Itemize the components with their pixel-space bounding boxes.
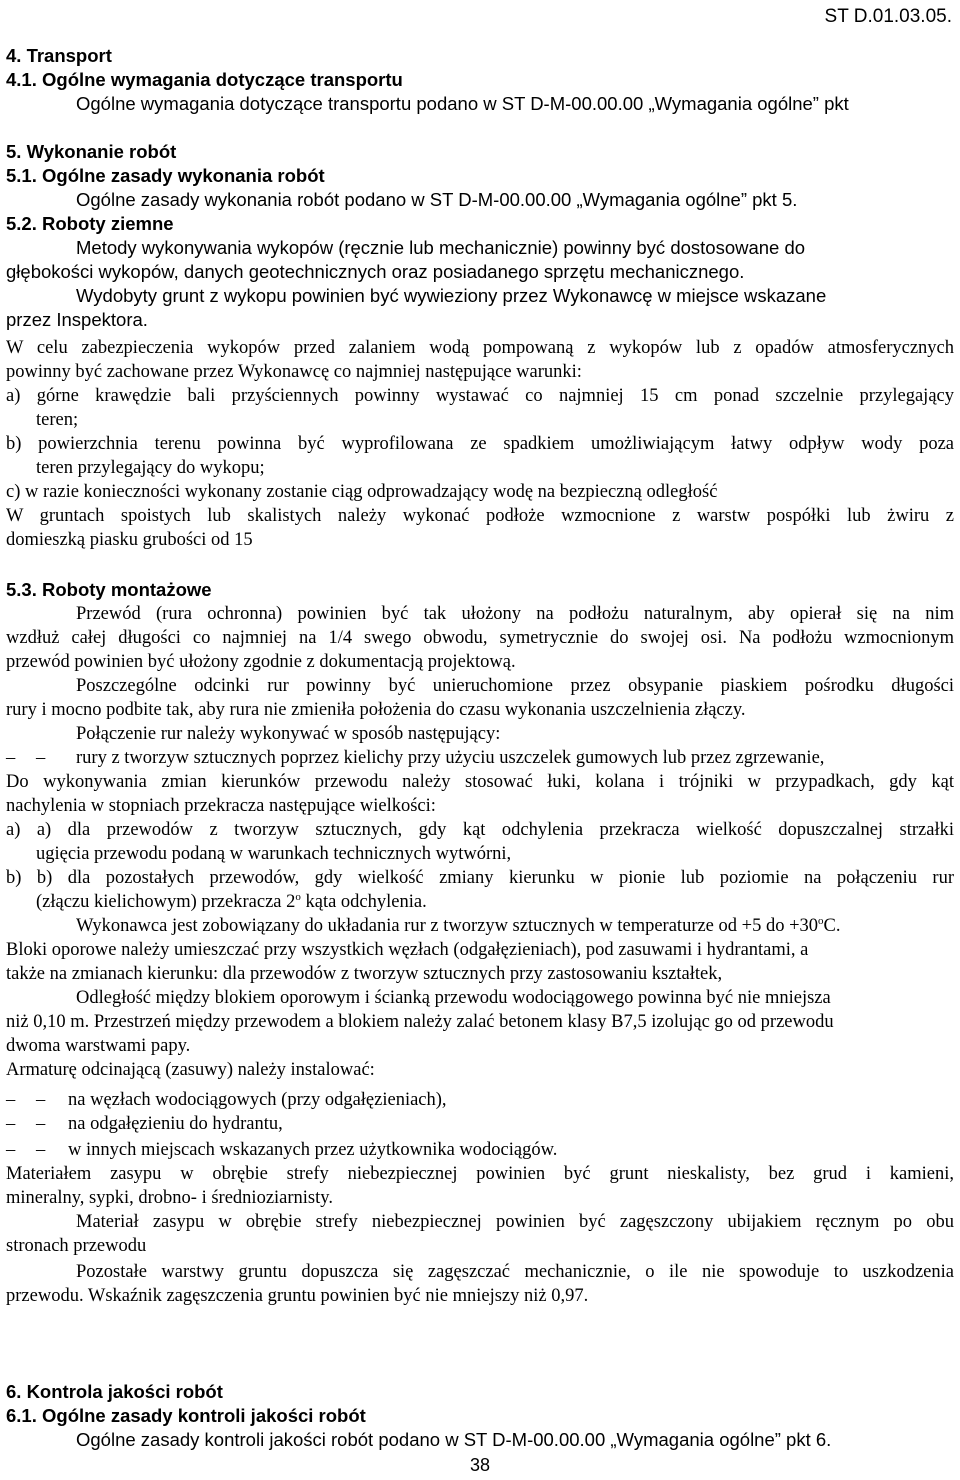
dash-bullet: – [6, 1090, 16, 1110]
text-span: C. [823, 916, 841, 936]
list-item: b) powierzchnia terenu powinna być wyprofilowana ze spadkiem umożliwiającym łatwy odpływ wody poza [6, 434, 954, 454]
superscript: o [818, 914, 824, 927]
paragraph-line: głębokości wykopów, danych geotechnicznych oraz posiadanego sprzętu mechanicznego. [6, 261, 745, 282]
paragraph-line: W celu zabezpieczenia wykopów przed zalaniem wodą pompowaną z wykopów lub z opadów atmosferycznych [6, 338, 954, 358]
text-span: (złączu kielichowym) przekracza 2 [36, 892, 296, 912]
section-6-1-title: 6.1. Ogólne zasady kontroli jakości robót [6, 1405, 366, 1426]
section-5-2-heading [6, 212, 954, 236]
section-4-1-text: Ogólne wymagania dotyczące transportu podano w ST D-M-00.00.00 „Wymagania ogólne” pkt [76, 93, 849, 114]
list-item: a) a) dla przewodów z tworzyw sztucznych, gdy kąt odchylenia przekracza wielkość dopuszczalnej strzałki [6, 820, 954, 840]
paragraph-line: Pozostałe warstwy gruntu dopuszcza się zagęszczać mechanicznie, o ile nie spowoduje to uszkodzenia [76, 1262, 954, 1282]
dash-bullet: – [36, 1114, 46, 1134]
list-item: na odgałęzieniu do hydrantu, [68, 1114, 283, 1134]
list-item: b) b) dla pozostałych przewodów, gdy wielkość zmiany kierunku w pionie lub poziomie na połączeniu rur [6, 868, 954, 888]
paragraph-line: wzdłuż całej długości co najmniej na 1/4 swego obwodu, symetrycznie do swojej osi. Na podłożu wzmocnionym [6, 628, 954, 648]
list-item-continuation: ugięcia przewodu podaną w warunkach technicznych wytwórni, [36, 844, 512, 864]
dash-bullet: – [6, 1140, 16, 1160]
dash-bullet: – [36, 1090, 46, 1110]
list-item-continuation: teren; [36, 410, 79, 430]
section-6-1-text: Ogólne zasady kontroli jakości robót podano w ST D-M-00.00.00 „Wymagania ogólne” pkt 6. [76, 1429, 832, 1450]
list-item-continuation [36, 890, 954, 914]
paragraph-line: przewodu. Wskaźnik zagęszczenia gruntu powinien być nie mniejszy niż 0,97. [6, 1286, 589, 1306]
paragraph-line: nachylenia w stopniach przekracza następujące wielkości: [6, 796, 436, 816]
list-item: w innych miejscach wskazanych przez użytkownika wodociągów. [68, 1140, 558, 1160]
section-4-title: 4. Transport [6, 45, 112, 66]
section-5-2-title: Roboty ziemne [42, 213, 174, 234]
dash-bullet: – [36, 748, 46, 768]
list-item: na węzłach wodociągowych (przy odgałęzieniach), [68, 1090, 447, 1110]
paragraph-line: Materiałem zasypu w obrębie strefy niebezpiecznej powinien być grunt nieskalisty, bez grud i kamieni, [6, 1164, 954, 1184]
paragraph-line: Metody wykonywania wykopów (ręcznie lub mechanicznie) powinny być dostosowane do [76, 237, 806, 258]
list-item: rury z tworzyw sztucznych poprzez kielichy przy użyciu uszczelek gumowych lub przez zgrzewanie, [76, 748, 825, 768]
section-4-1-title: 4.1. Ogólne wymagania dotyczące transportu [6, 69, 403, 90]
dash-bullet: – [6, 1114, 16, 1134]
section-5-1-text: Ogólne zasady wykonania robót podano w ST D-M-00.00.00 „Wymagania ogólne” pkt 5. [76, 189, 798, 210]
paragraph-line: Przewód (rura ochronna) powinien być tak ułożony na podłożu naturalnym, aby opierał się na nim [76, 604, 954, 624]
paragraph-line: Odległość między blokiem oporowym i ścianką przewodu wodociągowego powinna być nie mniejsza [76, 988, 831, 1008]
paragraph-line: mineralny, sypki, drobno- i średnioziarnisty. [6, 1188, 333, 1208]
paragraph-line: powinny być zachowane przez Wykonawcę co najmniej następujące warunki: [6, 362, 582, 382]
paragraph-line: Materiał zasypu w obrębie strefy niebezpiecznej powinien być zagęszczony ubijakiem ręcznym po obu [76, 1212, 954, 1232]
dash-bullet: – [36, 1140, 46, 1160]
paragraph-line: także na zmianach kierunku: dla przewodów z tworzyw sztucznych przy zastosowaniu kształtek, [6, 964, 723, 984]
section-5-title: 5. Wykonanie robót [6, 141, 177, 162]
dash-bullet: – [6, 748, 16, 768]
section-5-2-number: 5.2. [6, 213, 37, 234]
paragraph-line: dwoma warstwami papy. [6, 1036, 191, 1056]
text-span: Wykonawca jest zobowiązany do układania rur z tworzyw sztucznych w temperaturze od +5 do +30 [76, 916, 819, 936]
list-item: a) górne krawędzie bali przyściennych powinny wystawać co najmniej 15 cm ponad szczelnie przylegający [6, 386, 954, 406]
paragraph-line [76, 914, 954, 938]
paragraph-line: domieszką piasku grubości od 15 [6, 530, 253, 550]
section-6-title: 6. Kontrola jakości robót [6, 1381, 223, 1402]
list-item: c) w razie konieczności wykonany zostanie ciąg odprowadzający wodę na bezpieczną odległość [6, 482, 718, 502]
section-5-1-title: 5.1. Ogólne zasady wykonania robót [6, 165, 325, 186]
paragraph-line: W gruntach spoistych lub skalistych należy wykonać podłoże wzmocnione z warstw pospółki lub żwiru z [6, 506, 954, 526]
page-number: 38 [469, 1455, 491, 1475]
paragraph-line: Armaturę odcinającą (zasuwy) należy instalować: [6, 1060, 375, 1080]
paragraph-line: przez Inspektora. [6, 309, 148, 330]
paragraph-line: Do wykonywania zmian kierunków przewodu należy stosować łuki, kolana i trójniki w przypadkach, gdy kąt [6, 772, 954, 792]
paragraph-line: przewód powinien być ułożony zgodnie z dokumentacją projektową. [6, 652, 516, 672]
superscript: o [295, 890, 301, 903]
paragraph-line: Wydobyty grunt z wykopu powinien być wywieziony przez Wykonawcę w miejsce wskazane [76, 285, 827, 306]
paragraph-line: Połączenie rur należy wykonywać w sposób następujący: [76, 724, 501, 744]
paragraph-line: stronach przewodu [6, 1236, 147, 1256]
paragraph-line: niż 0,10 m. Przestrzeń między przewodem a blokiem należy zalać betonem klasy B7,5 izolując go od przewodu [6, 1012, 834, 1032]
paragraph-line: rury i mocno podbite tak, aby rura nie zmieniła położenia do czasu wykonania uszczelnienia złączy. [6, 700, 746, 720]
text-span: kąta odchylenia. [300, 892, 427, 912]
paragraph-line: Bloki oporowe należy umieszczać przy wszystkich węzłach (odgałęzieniach), pod zasuwami i hydrantami, a [6, 940, 809, 960]
paragraph-line: Poszczególne odcinki rur powinny być unieruchomione przez obsypanie piaskiem pośrodku długości [76, 676, 954, 696]
spec-code: ST D.01.03.05. [824, 6, 952, 27]
list-item-continuation: teren przylegający do wykopu; [36, 458, 265, 478]
section-5-3-title: 5.3. Roboty montażowe [6, 579, 212, 600]
